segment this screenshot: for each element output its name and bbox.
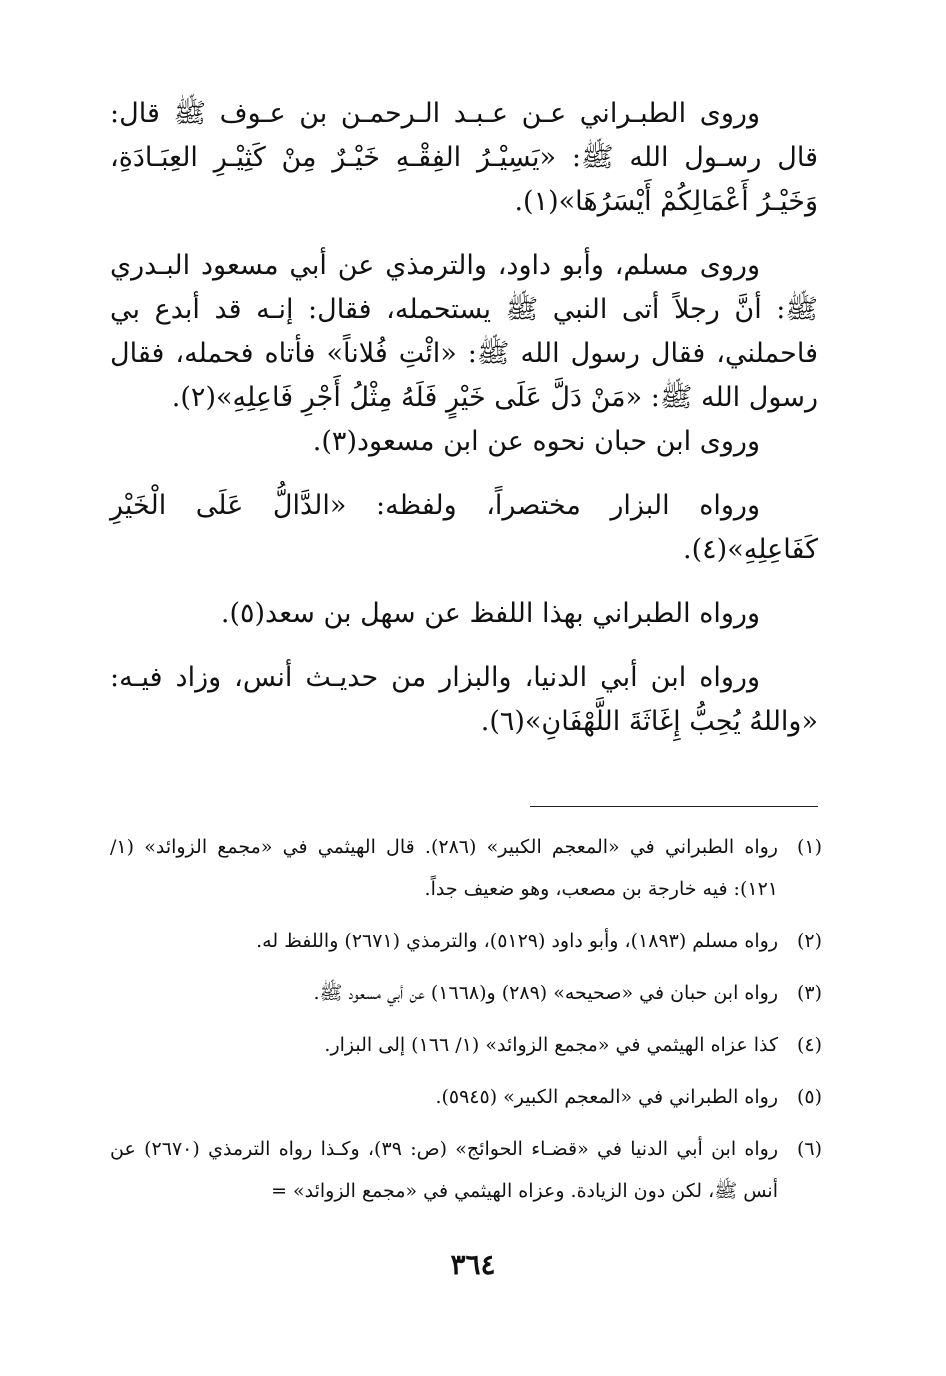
paragraph-1: وروى الطبـراني عـن عـبـد الـرحمـن بن عـوف ﷺ قال: قال رسـول الله ﷺ: «يَسِيْـرُ الفِقْـهِ خَيْـرٌ مِنْ كَثِيْـرِ العِبَـادَةِ، وَخَيْـرُ أَعْمَالِكُمْ أَيْسَرُهَا»(١). xyxy=(110,98,818,217)
page-number: ٣٦٤ xyxy=(450,1248,496,1281)
footnote xyxy=(110,1128,822,1212)
footnote-separator xyxy=(530,806,818,807)
footnote-text: كذا عزاه الهيثمي في «مجمع الزوائد» (١/ ١٦٦) إلى البزار. xyxy=(324,1034,778,1056)
footnote-text: رواه الطبراني في «المعجم الكبير» (٢٨٦). قال الهيثمي في «مجمع الزوائد» (١/ ١٢١): فيه خارجة بن مصعب، وهو ضعيف جداً. xyxy=(110,836,778,900)
footnote-number: (٥) xyxy=(796,1086,822,1108)
footnote xyxy=(110,1024,822,1066)
footnote xyxy=(110,826,822,910)
footnote-number: (٢) xyxy=(796,930,822,952)
paragraph-5: ورواه الطبراني بهذا اللفظ عن سهل بن سعد(٥). xyxy=(220,598,760,629)
footnote-text: رواه ابن حبان في «صحيحه» (٢٨٩) و(١٦٦٨) عن أبي مسعود ﷺ. xyxy=(313,982,778,1004)
paragraph-3: وروى ابن حبان نحوه عن ابن مسعود(٣). xyxy=(312,426,760,457)
footnote-number: (٣) xyxy=(796,982,822,1004)
footnote-number: (١) xyxy=(796,836,822,858)
paragraph-4: ورواه البزار مختصراً، ولفظه: «الدَّالُّ عَلَى الْخَيْرِ كَفَاعِلِهِ»(٤). xyxy=(110,490,818,565)
paragraph-6: ورواه ابن أبي الدنيا، والبزار من حديـث أنس، وزاد فيـه: «واللهُ يُحِبُّ إِغَاثَةَ اللَّهْفَانِ»(٦). xyxy=(110,662,818,737)
footnotes xyxy=(110,826,822,1222)
footnote-number: (٦) xyxy=(796,1138,822,1160)
footnote xyxy=(110,1076,822,1118)
footnote-text: رواه ابن أبي الدنيا في «قضـاء الحوائج» (ص: ٣٩)، وكـذا رواه الترمذي (٢٦٧٠) عن أنس ﷺ، لكن دون الزيادة. وعزاه الهيثمي في «مجمع الزوائد» = xyxy=(110,1138,779,1202)
footnote-text: رواه الطبراني في «المعجم الكبير» (٥٩٤٥). xyxy=(435,1086,778,1108)
footnote xyxy=(110,920,822,962)
footnote-number: (٤) xyxy=(796,1034,822,1056)
main-text xyxy=(110,92,818,744)
paragraph-2: وروى مسلم، وأبو داود، والترمذي عن أبي مسعود البـدري ﷺ: أنَّ رجلاً أتى النبي ﷺ يستحمله، فقال: إنـه قد أبدع بي فاحملني، فقال رسول الله ﷺ: «ائْتِ فُلاناً» فأتاه فحمله، فقال رسول الله ﷺ: «مَنْ دَلَّ عَلَى خَيْرٍ فَلَهُ مِثْلُ أَجْرِ فَاعِلِهِ»(٢). xyxy=(110,250,818,413)
footnote xyxy=(110,972,822,1014)
footnote-text: رواه مسلم (١٨٩٣)، وأبو داود (٥١٢٩)، والترمذي (٢٦٧١) واللفظ له. xyxy=(256,930,778,952)
